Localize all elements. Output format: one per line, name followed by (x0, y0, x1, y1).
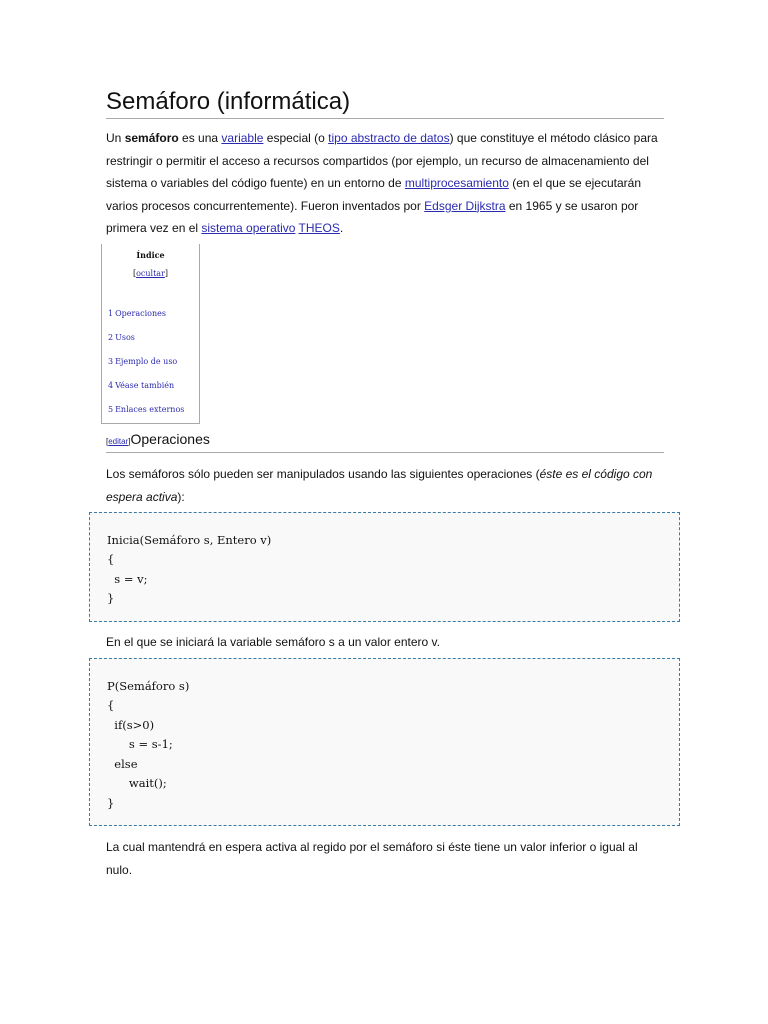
toc-item-ejemplo-de-uso[interactable] (108, 357, 177, 366)
toc-item-number: 3 (108, 357, 114, 366)
code-line: s = s-1; (107, 737, 173, 751)
code-line: wait(); (107, 776, 167, 790)
code-line: } (107, 796, 115, 810)
toc-hide-bracket-close: ] (164, 269, 169, 278)
toc-item-vease-tambien[interactable] (108, 381, 174, 390)
table-of-contents (101, 244, 200, 424)
code-line: s = v; (107, 572, 148, 586)
intro-text-1: Un (106, 131, 125, 145)
ops-intro-italic: éste es el código con espera activa (106, 467, 653, 504)
toc-hide-bracket-open: [ (132, 269, 137, 278)
toc-title: Índice (136, 250, 165, 260)
toc-hide-link[interactable]: ocultar (136, 269, 165, 278)
toc-item-number: 4 (108, 381, 114, 390)
toc-item-label: Operaciones (115, 309, 166, 318)
ops-intro-text-2: ): (177, 489, 185, 504)
intro-bold-term: semáforo (124, 131, 179, 145)
link-tipo-abstracto-de-datos[interactable]: tipo abstracto de datos (328, 131, 450, 145)
link-edsger-dijkstra[interactable]: Edsger Dijkstra (424, 198, 506, 213)
code-line: if(s>0) (107, 718, 155, 732)
toc-item-number: 5 (108, 405, 114, 414)
intro-text-6: en 1965 y se usaron por primera vez en el (106, 198, 639, 236)
code-block-inicia (89, 512, 680, 622)
toc-item-number: 2 (108, 333, 114, 342)
intro-text-3: especial (o (263, 131, 329, 145)
page-title: Semáforo (informática) (106, 86, 664, 119)
code-line: P(Semáforo s) (107, 679, 190, 693)
toc-item-usos[interactable] (108, 333, 135, 342)
code-block-p (89, 658, 680, 826)
code2-explanation: La cual mantendrá en espera activa al regido por el semáforo si éste tiene un valor inferior o igual al nulo. (106, 840, 638, 877)
toc-item-number: 1 (108, 309, 114, 318)
ops-intro-text-1: Los semáforos sólo pueden ser manipulados usando las siguientes operaciones ( (106, 467, 540, 481)
code-line: } (107, 591, 115, 605)
intro-text-2: es una (178, 131, 222, 145)
link-theos[interactable]: THEOS (298, 221, 340, 236)
toc-item-label: Usos (115, 333, 135, 342)
edit-section (106, 437, 130, 446)
intro-text-5: (en el que se ejecutarán varios procesos concurrentemente). Fueron inventados por (106, 176, 641, 213)
intro-paragraph (106, 127, 666, 240)
edit-bracket-open: [ (106, 437, 109, 446)
edit-bracket-close: ] (128, 437, 131, 446)
code-line: Inicia(Semáforo s, Entero v) (107, 533, 272, 547)
toc-item-enlaces-externos[interactable] (108, 405, 184, 414)
code-line: { (107, 552, 115, 566)
link-variable[interactable]: variable (221, 131, 264, 145)
code1-explanation: En el que se iniciará la variable semáforo s a un valor entero v. (106, 635, 440, 649)
section-heading-text: Operaciones (130, 431, 210, 447)
toc-item-label: Enlaces externos (115, 405, 185, 414)
intro-text-8: . (339, 221, 344, 236)
toc-item-label: Ejemplo de uso (115, 357, 178, 366)
code-line: { (107, 698, 115, 712)
link-multiprocesamiento[interactable]: multiprocesamiento (404, 176, 509, 191)
toc-item-operaciones[interactable] (108, 309, 166, 318)
edit-link[interactable]: editar (108, 437, 129, 446)
section-heading-operaciones (106, 430, 664, 453)
intro-text-4: ) que constituye el método clásico para restringir o permitir el acceso a recursos compartidos (por ejemplo, un recurso de almacenamiento del sistema o variables del código fuente) en un entorno de (106, 131, 658, 191)
link-sistema-operativo[interactable]: sistema operativo (201, 221, 296, 236)
code-line: else (107, 757, 138, 771)
operations-intro (106, 463, 666, 508)
toc-item-label: Véase también (115, 381, 175, 390)
toc-hide-toggle (102, 269, 199, 278)
